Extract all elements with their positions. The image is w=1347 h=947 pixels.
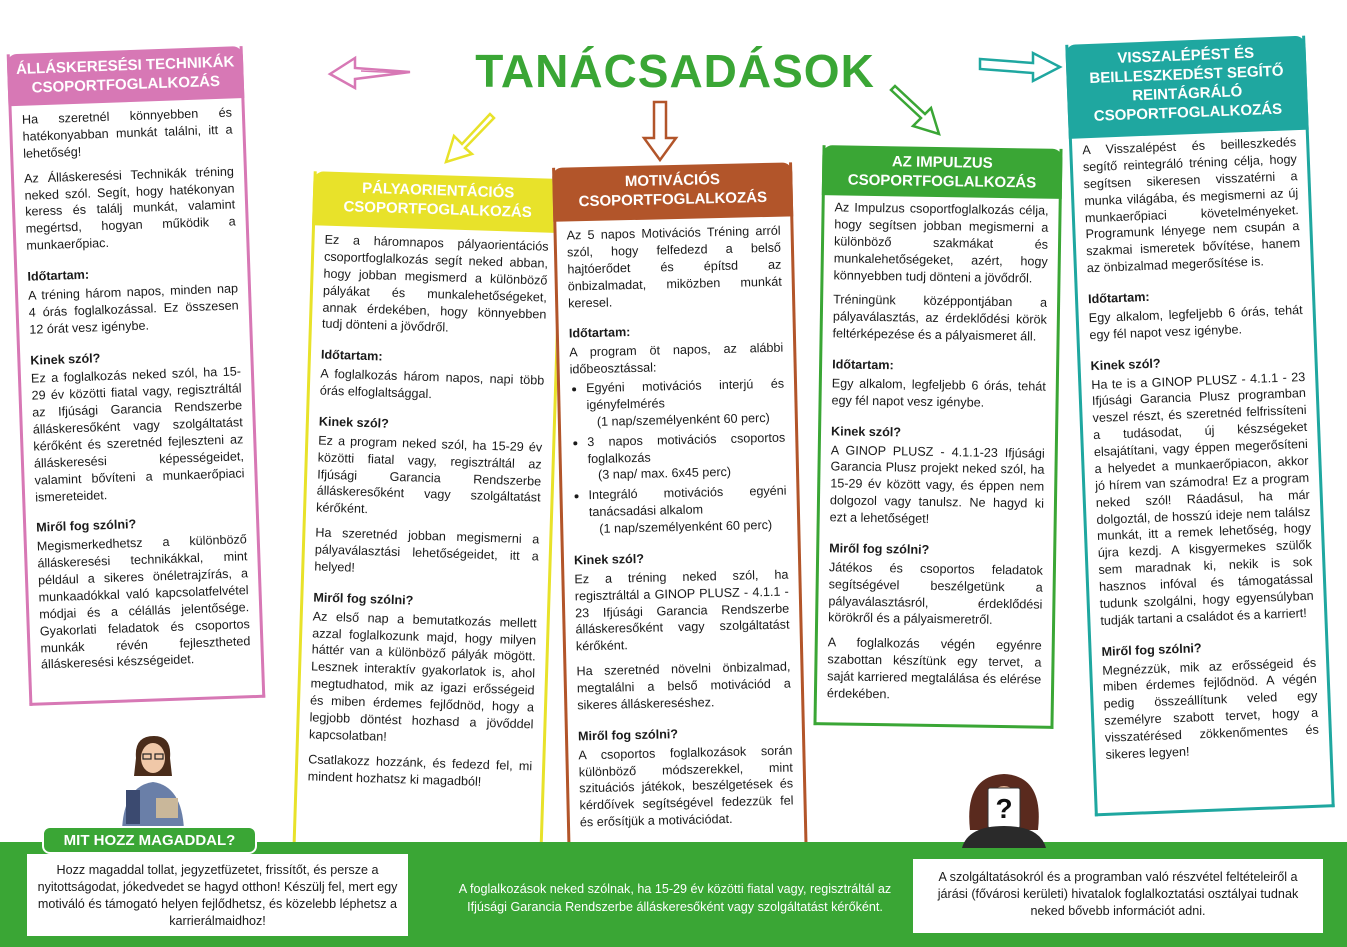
brown-arrow-icon — [640, 100, 680, 162]
pink-arrow-icon — [325, 52, 415, 92]
info-text: A szolgáltatásokról és a programban való részvétel feltételeiről a járási (fővárosi kerületi) hivatalok foglalkoztatási osztályai tudnak neked bővebb információt adni. — [937, 870, 1299, 918]
woman-question-illustration — [958, 770, 1050, 848]
eligibility-note: A foglalkozások neked szólnak, ha 15-29 év közötti fiatal vagy, regisztráltál az Ifjúsági Garancia Rendszerbe álláskeresőként vagy szolgáltatást kérőként. — [458, 882, 892, 914]
card-intro: Tréningünk középpontjában a pályaválasztás, az érdeklődési körök feltérképezése és a pályaismeret áll. — [832, 292, 1048, 344]
card-body — [827, 199, 1049, 713]
card-motivation — [552, 162, 808, 867]
card-body — [566, 223, 794, 840]
who-text: Ez a tréning neked szól, ha regisztráltál a GINOP PLUSZ - 4.1.1 - 23 Ifjúsági Garancia Rendszerbe álláskeresőként vagy szolgáltatást kérőként. — [574, 567, 790, 654]
teal-arrow-icon — [975, 45, 1065, 85]
card-intro: A Visszalépést és beilleszkedés segítő reintegráló tréning célja, hogy segítsen sikeresen visszatérni a munka világába, és megismerni az új munkaerőpiaci követelményeket. Programunk lényege nem csupán a szakmai ismeretek bővítése, hanem az önbizalmad megerősítése is. — [1082, 135, 1301, 276]
about-heading: Miről fog szólni? — [577, 726, 679, 744]
list-item — [587, 429, 786, 484]
duration-text: A foglalkozás három napos, napi több órás elfoglaltsággal. — [319, 366, 545, 402]
who-heading: Kinek szól? — [318, 414, 390, 431]
green-arrow-icon — [885, 82, 945, 142]
list-item — [588, 483, 787, 538]
page-title: TANÁCSADÁSOK — [475, 45, 875, 97]
schedule-item: Egyéni motivációs interjú és igényfelmérés — [585, 376, 785, 412]
card-body — [1082, 134, 1320, 772]
who-heading: Kinek szól? — [573, 551, 645, 568]
about-text: Játékos és csoportos feladatok segítségével beszélgetünk a pályaválasztásról, érdeklődési körökről és a pályaismeretről. — [828, 560, 1044, 628]
student-illustration — [112, 728, 194, 830]
who-text: Ez a program neked szól, ha 15-29 év közötti fiatal vagy, regisztráltál az Ifjúsági Garancia Rendszerbe álláskeresőként vagy szolgáltatást kérőként. — [315, 433, 543, 517]
who-text: A GINOP PLUSZ - 4.1.1-23 Ifjúsági Garancia Plusz projekt neked szól, ha 15-29 év között vagy, és éppen nem dolgozol vagy tanulsz. Ne hagyd ki ezt a lehetőséget! — [829, 442, 1045, 526]
card-title: VISSZALÉPÉST ÉS BEILLESZKEDÉST SEGÍTŐ REINTÁGRÁLÓ CSOPORTFOGLALKOZÁS — [1065, 36, 1308, 139]
card-reintegration — [1065, 36, 1334, 817]
about-text: Megismerkedhetsz a különböző álláskeresési technikákkal, mint például a sikeres önéletrajzírás, a munkaadókkal való kapcsolatfelvétel módjai és a célállás jelentősége. Gyakorlati feladatok és csoportos munkák révén fejlesztheted álláskeresési készségeidet. — [36, 532, 251, 672]
card-intro: Ha szeretnél könnyebben és hatékonyabban munkát találni, itt a lehetőség! — [21, 105, 233, 161]
about-text: Csatlakozz hozzánk, és fedezd fel, mi mindent hozhatsz ki magadból! — [307, 751, 533, 789]
schedule-list — [570, 376, 788, 539]
about-text: Megnézzük, mik az erősségeid és miben érdemes fejlődnöd. A végén pedig összeállítunk veled egy személyre szabott tervet, hogy a visszatérésed zökkenőmentes és sikeres legyen! — [1102, 655, 1320, 762]
about-text: Az első nap a bemutatkozás mellett azzal foglalkozunk majd, hogy milyen háttér van a különböző pályák mögött. Lesznek interaktív gyakorlatok is, ahol megtudhatod, mik az igazi erősségeid és miben érdemes fejlődnöd, hogy a legjobb döntést hozhasd a jövőddel kapcsolatban! — [308, 609, 537, 744]
schedule-item: Integráló motivációs egyéni tanácsadási alkalom — [588, 483, 787, 520]
duration-text: A tréning három napos, minden nap 4 órás foglalkozással. Ez összesen 12 órát vesz igénybe. — [27, 281, 239, 337]
duration-heading: Időtartam: — [568, 325, 631, 341]
card-body — [22, 104, 252, 681]
about-heading: Miről fog szólni? — [35, 517, 137, 535]
who-text: Ha szeretnéd növelni önbizalmad, megtalálni a belső motivációd a sikeres álláskereséshez. — [576, 659, 792, 713]
card-intro: Az Álláskeresési Technikák tréning neked szól. Segít, hogy hatékonyan keress és találj munkát, valamint megértsd, hogyan működik a munkaerőpiac. — [23, 164, 236, 253]
who-text: Ha te is a GINOP PLUSZ - 4.1.1 - 23 Ifjúsági Garancia Plusz programban veszel részt, és szeretnéd felfrissíteni a tudásodat, új készségeket elsajátítani, vagy éppen megerősíteni a helyedet a munkaerőpiacon, akkor jó hírem van számodra! Ez a program neked szól! Ráadásul, ha már dolgoztál, de hosszú ideje nem találsz munkát, itt a remek lehetőség, hogy újra kezdj. A kisgyermekes szülők sem maradnak ki, nekik is sok hasznos infóval és támogatással tudunk szolgálni, hogy egyensúlyban tudják tartani a családot és a karriert! — [1091, 369, 1314, 628]
card-title: PÁLYAORIENTÁCIÓS CSOPORTFOGLALKOZÁS — [312, 171, 564, 233]
duration-heading: Időtartam: — [27, 267, 90, 284]
list-item — [586, 376, 785, 431]
card-intro: Az Impulzus csoportfoglalkozás célja, hogy segítsen jobban megismerni a különböző szakmákat és munkalehetőségeket, azért, hogy könnyebben tudj dönteni a jövődről. — [833, 200, 1049, 285]
about-heading: Miről fog szólni? — [1101, 640, 1202, 659]
about-text: A foglalkozás végén egyénre szabottan készítünk egy tervet, a saját karriered megtalálása és elérése érdekében. — [826, 635, 1042, 702]
card-title: ÁLLÁSKERESÉSI TECHNIKÁK CSOPORTFOGLALKOZÁS — [7, 46, 245, 106]
about-heading: Miről fog szólni? — [829, 541, 930, 557]
card-title: AZ IMPULZUS CSOPORTFOGLALKOZÁS — [822, 145, 1063, 199]
card-impulzus — [813, 145, 1062, 729]
duration-heading: Időtartam: — [1087, 289, 1150, 307]
bring-text: Hozz magaddal tollat, jegyzetfüzetet, frissítőt, és persze a nyitottságodat, jókedvedet se hagyd otthon! Készülj fel, mert egy motiváló és támogató helyen fejlődhetsz, és közelebb léphetsz a karrierálmaidhoz! — [37, 863, 398, 928]
duration-heading: Időtartam: — [320, 347, 383, 364]
who-heading: Kinek szól? — [830, 423, 902, 440]
duration-text: A program öt napos, az alábbi időbeosztással: — [569, 340, 784, 377]
schedule-note: (1 nap/személyenként 60 perc) — [596, 410, 770, 429]
card-body — [307, 232, 549, 800]
duration-heading: Időtartam: — [832, 357, 894, 373]
info-box — [912, 858, 1324, 934]
yellow-arrow-icon — [438, 108, 498, 168]
schedule-item: 3 napos motivációs csoportos foglalkozás — [587, 430, 786, 466]
schedule-note: (3 nap/ max. 6x45 perc) — [597, 465, 732, 483]
bring-box — [25, 852, 410, 938]
bring-heading: MIT HOZZ MAGADDAL? — [42, 826, 257, 854]
duration-text: Egy alkalom, legfeljebb 6 órás, tehát egy fél napot vesz igénybe. — [1088, 302, 1303, 342]
about-text: A csoportos foglalkozások során különböző módszerekkel, mint szituációs játékok, beszélgetések és kérdőívek segítségével fedezzük fel és erősítjük a motivációdat. — [578, 743, 794, 830]
who-heading: Kinek szól? — [30, 350, 101, 368]
schedule-note: (1 nap/személyenként 60 perc) — [599, 517, 773, 536]
card-title: MOTIVÁCIÓS CSOPORTFOGLALKOZÁS — [552, 162, 793, 221]
card-intro: Ez a háromnapos pályaorientációs csoportfoglalkozás segít neked abban, hogy jobban megismerd a különböző pályákat és munkalehetőségeket, annak érdekében, hogy könnyebben tudj dönteni a jövődről. — [321, 232, 549, 335]
card-job-search-techniques — [7, 46, 266, 706]
who-text: Ez a foglalkozás neked szól, ha 15-29 év közötti fiatal vagy, regisztráltál az Ifjúsági Garancia Rendszerbe álláskeresőként vagy szolgáltatást kérőként és szeretnéd fejleszteni az álláskeresési képességeidet, valamint bővíteni a munkaerőpiaci ismereteidet. — [30, 364, 245, 505]
about-heading: Miről fog szólni? — [313, 590, 414, 608]
card-intro: Az 5 napos Motivációs Tréning arról szól, hogy felfedezd a belső hajtóerődet és építsd az önbizalmadat, miközben munkát keresel. — [566, 223, 782, 310]
duration-text: Egy alkalom, legfeljebb 6 órás, tehát egy fél napot vesz igénybe. — [831, 376, 1046, 410]
who-text: Ha szeretnéd jobban megismerni a pályaválasztási lehetőségeidet, itt a helyed! — [314, 525, 540, 575]
who-heading: Kinek szól? — [1090, 356, 1161, 373]
question-mark: ? — [995, 793, 1013, 824]
card-career-orientation — [292, 171, 563, 859]
